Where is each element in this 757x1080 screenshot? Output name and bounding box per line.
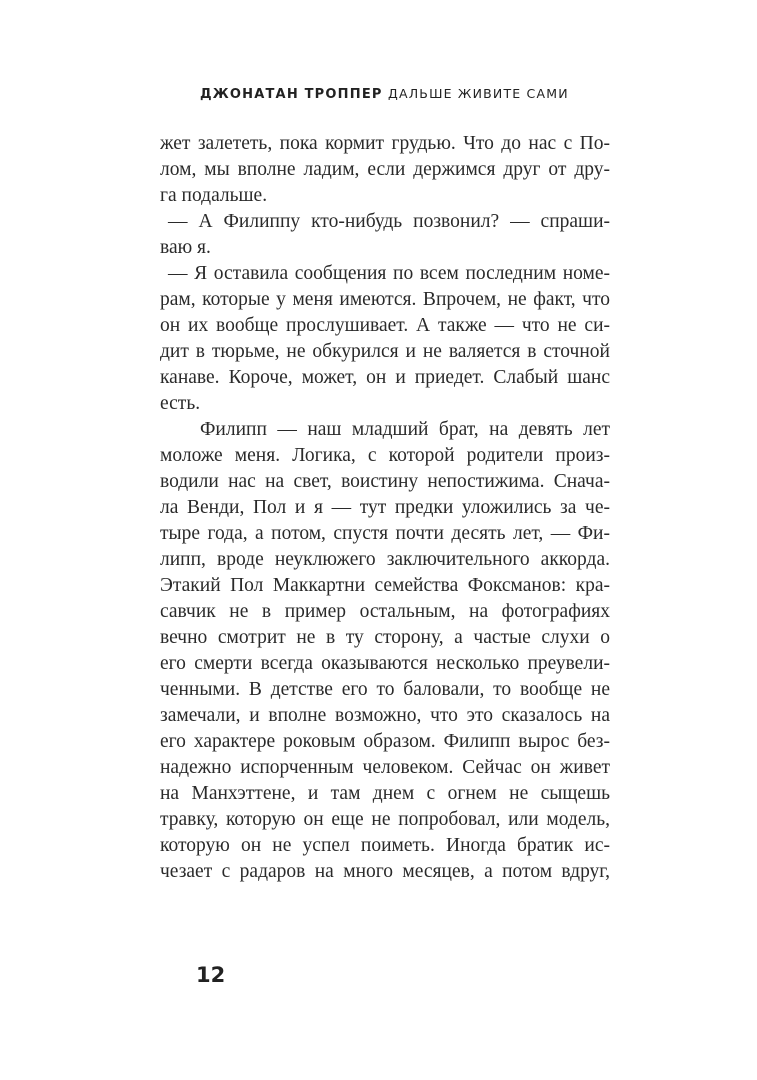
text-line: которую он не успел поиметь. Иногда братик ис- bbox=[160, 835, 610, 856]
running-head-author: ДЖОНАТАН ТРОППЕР bbox=[200, 87, 383, 102]
text-line: лом, мы вполне ладим, если держимся друг от дру- bbox=[160, 159, 610, 180]
text-line: липп, вроде неуклюжего заключительного аккорда. bbox=[160, 549, 610, 570]
text-line: моложе меня. Логика, с которой родители произ- bbox=[160, 445, 610, 466]
text-line: ваю я. bbox=[160, 237, 211, 258]
text-line: его характере роковым образом. Филипп вырос без- bbox=[160, 731, 610, 752]
text-line: водили нас на свет, воистину непостижима. Снача- bbox=[160, 471, 610, 492]
text-line: чезает с радаров на много месяцев, а потом вдруг, bbox=[160, 861, 610, 882]
text-line: Этакий Пол Маккартни семейства Фоксманов: кра- bbox=[160, 575, 610, 596]
page-text bbox=[160, 131, 610, 885]
text-line: га подальше. bbox=[160, 185, 268, 206]
page-number: 12 bbox=[196, 963, 226, 987]
running-head-book-title: ДАЛЬШЕ ЖИВИТЕ САМИ bbox=[387, 86, 569, 101]
text-line: замечали, и вполне возможно, что это сказалось на bbox=[160, 705, 610, 726]
text-line: он их вообще прослушивает. А также — что не си- bbox=[160, 315, 610, 336]
text-line: — Я оставила сообщения по всем последним номе- bbox=[168, 263, 610, 284]
text-line: — А Филиппу кто-нибудь позвонил? — спраши- bbox=[168, 211, 610, 232]
text-line: савчик не в пример остальным, на фотографиях bbox=[160, 601, 610, 622]
text-line: травку, которую он еще не попробовал, или модель, bbox=[160, 809, 610, 830]
running-head bbox=[200, 86, 569, 102]
text-line: надежно испорченным человеком. Сейчас он живет bbox=[160, 757, 610, 778]
text-line: жет залететь, пока кормит грудью. Что до нас с По- bbox=[160, 133, 610, 154]
text-line: вечно смотрит не в ту сторону, а частые слухи о bbox=[160, 627, 610, 648]
text-line: ла Венди, Пол и я — тут предки уложились за че- bbox=[160, 497, 610, 518]
text-line: Филипп — наш младший брат, на девять лет bbox=[200, 419, 610, 440]
text-line: на Манхэттене, и там днем с огнем не сыщешь bbox=[160, 783, 610, 804]
text-line: рам, которые у меня имеются. Впрочем, не факт, что bbox=[160, 289, 610, 310]
text-line: канаве. Короче, может, он и приедет. Слабый шанс bbox=[160, 367, 610, 388]
text-line: дит в тюрьме, не обкурился и не валяется в сточной bbox=[160, 341, 610, 362]
text-line: ченными. В детстве его то баловали, то вообще не bbox=[160, 679, 610, 700]
text-line: тыре года, а потом, спустя почти десять лет, — Фи- bbox=[160, 523, 610, 544]
text-line: его смерти всегда оказываются несколько преувели- bbox=[160, 653, 610, 674]
text-line: есть. bbox=[160, 393, 201, 414]
